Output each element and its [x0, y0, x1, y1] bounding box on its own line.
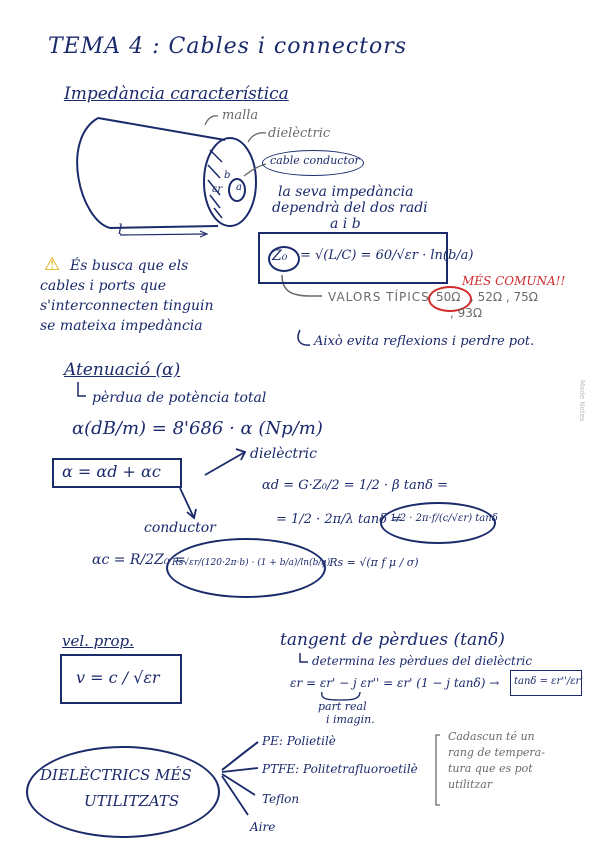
dielectrics-heading-1: DIELÈCTRICS MÉS	[40, 766, 192, 784]
typical-values-more: , 52Ω , 75Ω	[470, 290, 538, 304]
loss-tangent-formula: εr = εr' − j εr'' = εr' (1 − j tanδ) →	[290, 676, 500, 690]
side-note-2: rang de tempera-	[448, 746, 545, 759]
velocity-formula: v = c / √εr	[76, 668, 160, 687]
label-dielectric: dielèctric	[268, 126, 331, 141]
parts-note-1: part real	[318, 700, 367, 713]
depends-line-2: dependrà del dos radi	[272, 200, 428, 216]
dielectric-item: PTFE: Politetrafluoroetilè	[262, 762, 418, 776]
warning-icon: ⚠	[44, 254, 61, 275]
typical-value-50: 50Ω	[436, 290, 461, 304]
attenuation-subtitle: pèrdua de potència total	[92, 390, 267, 406]
page-title: TEMA 4 : Cables i connectors	[48, 34, 408, 59]
velocity-heading: vel. prop.	[62, 632, 134, 650]
rs-formula: ; Rs = √(π f μ / σ)	[322, 556, 419, 569]
attenuation-heading: Atenuació (α)	[64, 360, 181, 380]
typical-value-93: , 93Ω	[450, 306, 483, 320]
label-a: a	[236, 182, 242, 193]
side-note-3: tura que es pot	[448, 762, 533, 775]
label-er: εr	[212, 184, 223, 195]
loss-tangent-boxed: tanδ = εr''/εr'	[514, 676, 584, 687]
common-label: MÉS COMUNA!!	[462, 274, 566, 288]
alpha-d-boxed: 1/2 · 2π·f/(c/√εr) tanδ	[390, 513, 498, 524]
label-l: l	[118, 222, 123, 238]
label-malla: malla	[222, 108, 259, 123]
alpha-sum-formula: α = αd + αc	[62, 462, 161, 481]
warning-line-2: cables i ports que	[40, 278, 167, 294]
z0-formula: = √(L/C) = 60/√εr · ln(b/a)	[300, 248, 474, 263]
impedance-heading: Impedància característica	[64, 84, 289, 104]
alpha-c-lhs: αc = R/2Z₀ =	[92, 552, 186, 568]
alpha-d-line-1: αd = G·Z₀/2 = 1/2 · β tanδ =	[262, 478, 448, 493]
dielectric-label: dielèctric	[250, 446, 317, 462]
dielectrics-heading-2: UTILITZATS	[84, 792, 180, 810]
warning-line-1: És busca que els	[70, 258, 189, 274]
warning-line-4: se mateixa impedància	[40, 318, 203, 334]
dielectric-item: Aire	[250, 820, 276, 834]
margin-watermark: Made Notes	[578, 380, 586, 422]
alpha-c-boxed: Rs√εr/(120·2π·b) · (1 + b/a)/ln(b/a)	[172, 558, 331, 568]
dielectric-item: PE: Polietilè	[262, 734, 336, 748]
alpha-d-line-2: = 1/2 · 2π/λ tanδ =	[276, 512, 403, 527]
typical-values-label: VALORS TÍPICS	[328, 290, 430, 304]
alpha-db-formula: α(dB/m) = 8'686 · α (Np/m)	[72, 418, 323, 439]
label-b: b	[224, 170, 231, 181]
parts-note-2: i imagin.	[326, 713, 375, 726]
side-note-4: utilitzar	[448, 778, 493, 791]
depends-line-1: la seva impedància	[278, 184, 414, 200]
loss-tangent-heading: tangent de pèrdues (tanδ)	[280, 630, 505, 650]
alpha-c-oval	[166, 538, 326, 598]
loss-tangent-note: determina les pèrdues del dielèctric	[312, 654, 533, 668]
avoid-reflections: Això evita reflexions i perdre pot.	[314, 334, 535, 349]
conductor-label: conductor	[144, 520, 216, 536]
warning-line-3: s'interconnecten tinguin	[40, 298, 214, 314]
label-cable-conductor: cable conductor	[270, 154, 360, 167]
side-note-1: Cadascun té un	[448, 730, 535, 743]
depends-ab: a i b	[330, 216, 361, 232]
dielectric-item: Teflon	[262, 792, 300, 806]
z0-symbol: Z₀	[272, 248, 288, 264]
